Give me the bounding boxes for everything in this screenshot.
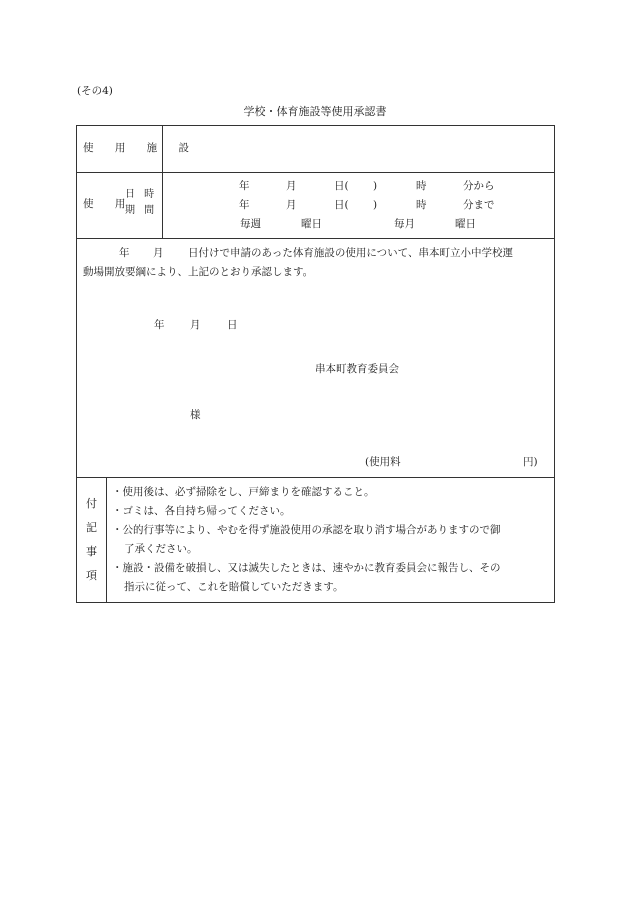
weekly-label: 毎週 <box>240 218 261 230</box>
note-item-2: ・ゴミは、各自持ち帰ってください。 <box>112 505 291 517</box>
monthly-weekday: 曜日 <box>455 218 476 230</box>
start-weekday-close: ) <box>373 180 378 192</box>
end-minute: 分まで <box>463 199 495 211</box>
approval-date-year: 年 <box>154 319 165 331</box>
start-month: 月 <box>286 180 297 192</box>
monthly-label: 毎月 <box>394 218 415 230</box>
weekly-weekday: 曜日 <box>301 218 322 230</box>
start-day: 日( <box>334 180 349 192</box>
notes-label-char-4: 項 <box>86 569 97 582</box>
note-item-4-cont: 指示に従って、これを賠償していただきます。 <box>124 581 344 593</box>
period-label-left: 使 用 <box>83 198 135 210</box>
fee-label: (使用料 <box>365 456 401 468</box>
addressee-suffix: 様 <box>190 409 201 421</box>
issuer-name: 串本町教育委員会 <box>315 363 399 375</box>
body-line1-year: 年 <box>119 247 130 259</box>
start-hour: 時 <box>416 180 427 192</box>
fee-value-field[interactable] <box>410 454 520 470</box>
body-line1-month: 月 <box>153 247 164 259</box>
fee-unit: 円) <box>523 456 538 468</box>
row-divider-1 <box>76 172 555 173</box>
approval-date-month: 月 <box>190 319 201 331</box>
facility-value-field[interactable] <box>164 127 553 171</box>
row-divider-3 <box>76 477 555 478</box>
period-label-time: 日 時 <box>125 189 158 200</box>
end-day: 日( <box>334 199 349 211</box>
notes-label-char-3: 事 <box>86 545 97 558</box>
note-item-3: ・公的行事等により、やむを得ず施設使用の承認を取り消す場合がありますので御 <box>112 524 501 536</box>
start-year: 年 <box>239 180 250 192</box>
form-number: (その4) <box>77 85 113 97</box>
notes-column-divider <box>106 477 107 603</box>
end-year: 年 <box>239 199 250 211</box>
start-minute: 分から <box>463 180 495 192</box>
document-title: 学校・体育施設等使用承認書 <box>243 105 387 118</box>
note-item-4: ・施設・設備を破損し、又は滅失したときは、速やかに教育委員会に報告し、その <box>112 562 501 574</box>
body-line1-text: 日付けで申請のあった体育施設の使用について、串本町立小中学校運 <box>188 247 513 259</box>
end-hour: 時 <box>416 199 427 211</box>
notes-label-char-1: 付 <box>86 497 97 510</box>
notes-label-char-2: 記 <box>86 521 97 534</box>
end-month: 月 <box>286 199 297 211</box>
period-label-term: 期 間 <box>125 205 158 216</box>
approval-date-day: 日 <box>227 319 238 331</box>
facility-label: 使 用 施 設 <box>83 142 199 154</box>
row-divider-2 <box>76 238 555 239</box>
end-weekday-close: ) <box>373 199 378 211</box>
note-item-3-cont: 了承ください。 <box>124 543 198 555</box>
note-item-1: ・使用後は、必ず掃除をし、戸締まりを確認すること。 <box>112 486 375 498</box>
body-line2-text: 動場開放要綱により、上記のとおり承認します。 <box>83 266 314 278</box>
